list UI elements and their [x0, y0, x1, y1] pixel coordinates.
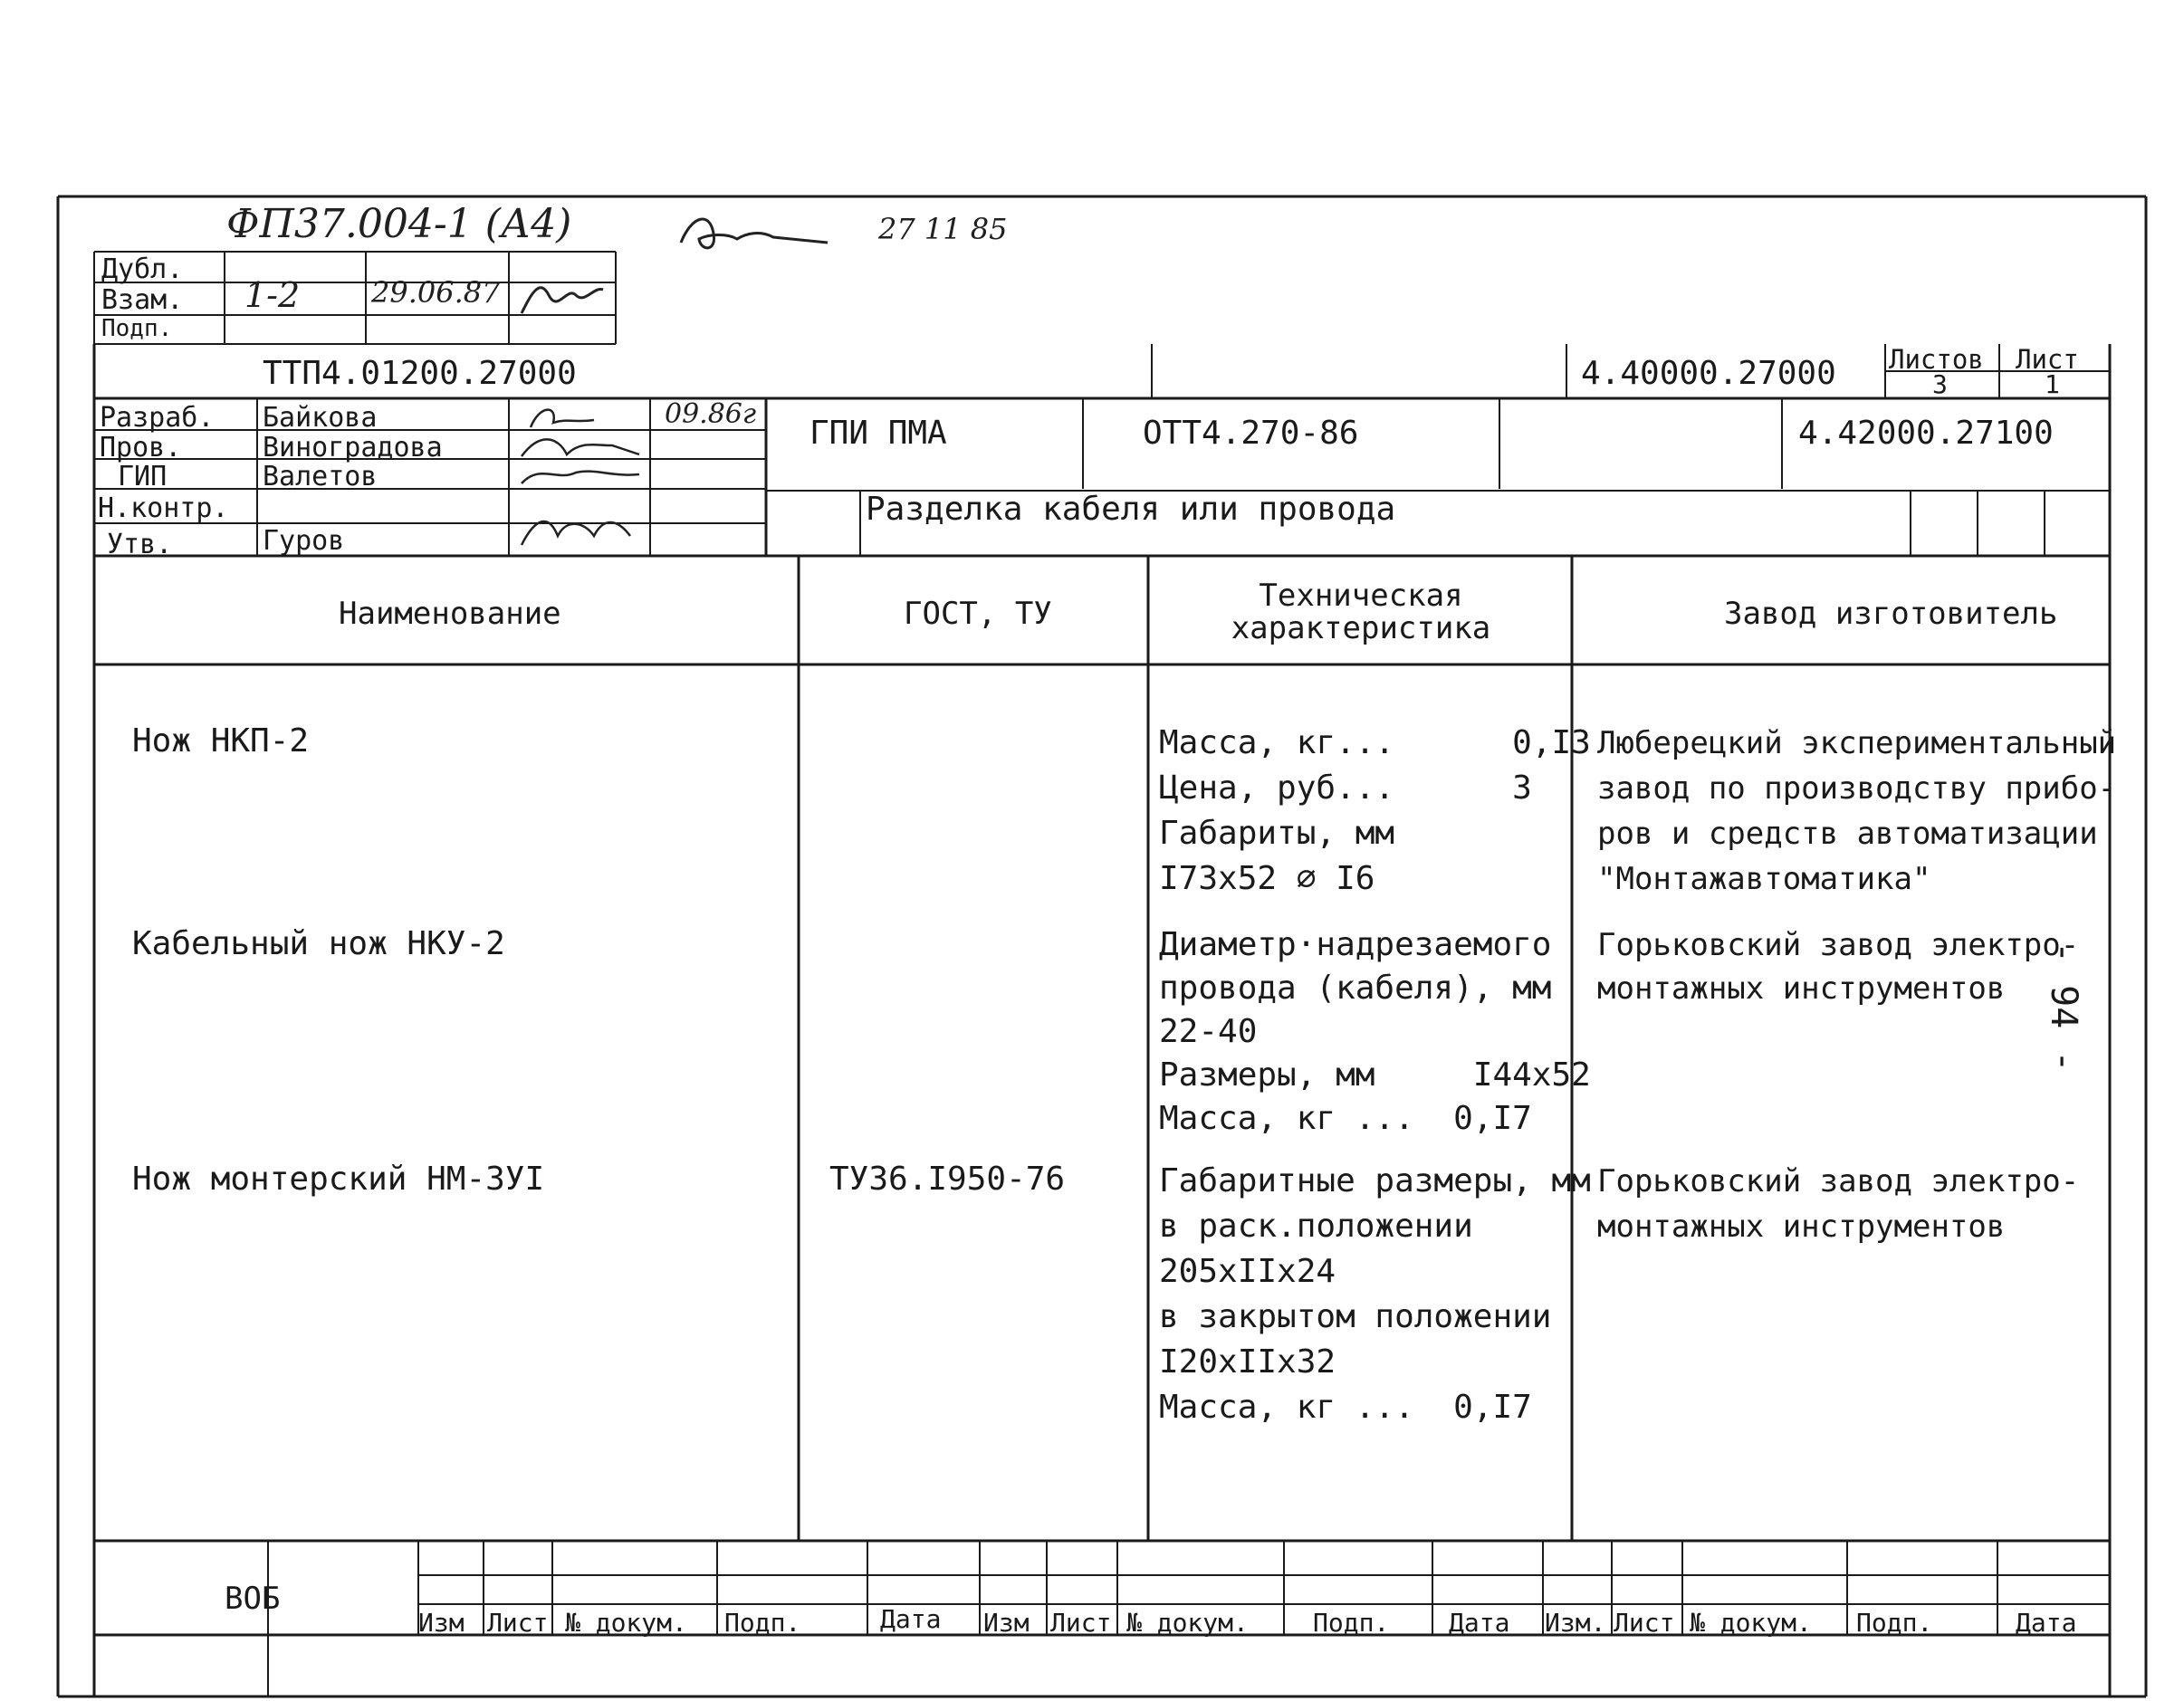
footer-col: № докум.	[1126, 1608, 1249, 1638]
footer-col: № докум.	[1690, 1608, 1812, 1638]
spec-line: Масса, кг ... 0,I7	[1159, 1100, 1532, 1137]
factory-line: монтажных инструментов	[1597, 970, 2006, 1007]
spec-line: 22-40	[1159, 1013, 1258, 1050]
item-spec	[1159, 721, 1591, 902]
role-utv: Утв.	[107, 529, 173, 560]
spec-line: провода (кабеля), мм	[1159, 970, 1552, 1007]
stamp-signature-scribble	[512, 268, 612, 322]
item-name: Нож монтерский НМ-3УI	[132, 1161, 545, 1198]
spec-line: Габаритные размеры, мм	[1159, 1162, 1591, 1199]
stamp-row-podp: Подп.	[101, 315, 173, 342]
spec-line: в закрытом положении	[1159, 1298, 1552, 1335]
item-factory	[1597, 923, 2079, 1010]
factory-line: ров и средств автоматизации	[1597, 816, 2098, 852]
footer-col: Лист	[1050, 1608, 1112, 1638]
spec-line: в раск.положении	[1159, 1208, 1473, 1245]
spec-line: Диаметр·надрезаемого	[1159, 926, 1552, 963]
footer-col: Лист	[487, 1608, 549, 1638]
item-gost: ТУ36.I950-76	[829, 1161, 1066, 1198]
footer-col: Изм	[418, 1608, 465, 1638]
factory-line: Горьковский завод электро-	[1597, 1163, 2080, 1199]
stamp-value-date: 29.06.87	[371, 275, 501, 310]
col-header-spec-text: Техническая характеристика	[1231, 578, 1491, 646]
footer-col: Изм	[983, 1608, 1030, 1638]
spec-line: 205хIIх24	[1159, 1253, 1336, 1290]
item-name: Нож НКП-2	[132, 722, 310, 760]
footer-col: № докум.	[565, 1608, 687, 1638]
footer-col: Подп.	[724, 1608, 801, 1638]
footer-label: ВОБ	[225, 1581, 281, 1617]
name-baikova: Байкова	[263, 402, 378, 434]
role-razrab: Разраб.	[100, 402, 215, 434]
spec-line: I20хIIх32	[1159, 1343, 1336, 1381]
spec-line: Размеры, мм I44х52	[1159, 1056, 1591, 1094]
header-doc-code: ОТТ4.270-86	[1143, 415, 1359, 452]
item-name: Кабельный нож НКУ-2	[132, 925, 505, 962]
footer-col: Дата	[2016, 1608, 2077, 1638]
sheet-label: Лист	[2016, 344, 2079, 375]
col-header-factory: Завод изготовитель	[1724, 596, 2058, 632]
name-vinogradova: Виноградова	[263, 432, 443, 463]
col-header-gost: ГОСТ, ТУ	[904, 596, 1052, 632]
document-subject: Разделка кабеля или провода	[866, 491, 1396, 528]
item-spec	[1159, 1159, 1591, 1430]
spec-line: Цена, руб... 3	[1159, 769, 1532, 807]
footer-col: Подп.	[1856, 1608, 1933, 1638]
spec-line: Габариты, мм	[1159, 815, 1395, 852]
handwritten-form-code: ФП37.004-1 (А4)	[226, 201, 572, 247]
item-factory	[1597, 1159, 2079, 1249]
footer-col: Лист	[1614, 1608, 1675, 1638]
header-code-left: ТТП4.01200.27000	[263, 355, 577, 392]
role-nkontr: Н.контр.	[98, 492, 229, 524]
spec-line: I73х52 ∅ I6	[1159, 860, 1375, 897]
footer-col: Изм.	[1545, 1608, 1606, 1638]
header-code-right: 4.40000.27000	[1581, 355, 1836, 392]
col-header-spec	[1157, 579, 1565, 645]
factory-line: "Монтажавтоматика"	[1597, 861, 1931, 897]
sheets-label: Листов	[1889, 344, 1984, 375]
factory-line: монтажных инструментов	[1597, 1209, 2006, 1245]
signature-scribbles	[512, 400, 648, 554]
factory-line: Горьковский завод электро-	[1597, 927, 2080, 963]
role-prov: Пров.	[100, 432, 182, 463]
header-org: ГПИ ПМА	[809, 415, 947, 452]
footer-col: Дата	[1449, 1608, 1510, 1638]
handwritten-signature-scribble	[674, 206, 837, 261]
stamp-row-vzam: Взам.	[101, 284, 184, 316]
item-spec	[1159, 923, 1591, 1141]
handwritten-date: 27 11 85	[878, 212, 1008, 246]
spec-line: Масса, кг ... 0,I7	[1159, 1389, 1532, 1426]
col-header-name: Наименование	[339, 596, 561, 632]
side-page-number: - 94 -	[2043, 941, 2084, 1073]
sheets-value: 3	[1932, 369, 1948, 399]
spec-line: Масса, кг... 0,I3	[1159, 724, 1591, 761]
name-valetov: Валетов	[263, 461, 378, 492]
stamp-row-dubl: Дубл.	[101, 253, 184, 285]
item-factory	[1597, 721, 2116, 902]
factory-line: Люберецкий экспериментальный	[1597, 725, 2117, 761]
footer-col: Дата	[880, 1604, 942, 1634]
footer-col: Подп.	[1313, 1608, 1390, 1638]
date-razrab: 09.86г	[665, 398, 757, 430]
role-gip: ГИП	[118, 461, 168, 492]
factory-line: завод по производству прибо-	[1597, 770, 2117, 807]
header-doc-code-right: 4.42000.27100	[1798, 415, 2054, 452]
name-gurov: Гуров	[263, 525, 345, 557]
sheet-value: 1	[2045, 369, 2060, 399]
stamp-value-change: 1-2	[244, 275, 301, 315]
